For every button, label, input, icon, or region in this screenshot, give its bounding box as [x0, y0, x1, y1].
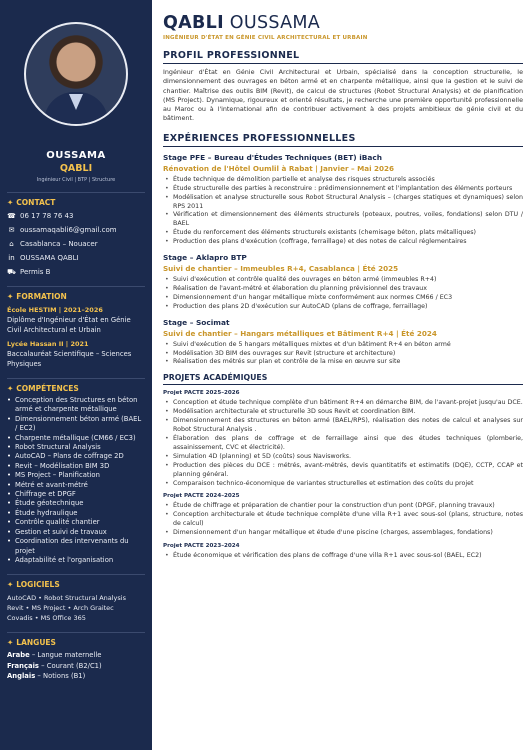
contact-heading: ✦ CONTACT	[7, 192, 145, 207]
sidebar	[0, 0, 152, 750]
linkedin-icon: in	[8, 254, 15, 262]
skill-item: • Charpente métallique (CM66 / EC3)	[7, 433, 136, 442]
job-entry	[163, 153, 523, 247]
job-tasks	[163, 341, 523, 368]
list-item: • Réalisation de l'avant-métré et élaboration du planning prévisionnel des travaux	[163, 285, 523, 294]
list-item: • Vérification et dimensionnement des éléments structurels (poteaux, poutres, voiles, fondations) selon DTU / BAEL	[163, 211, 523, 229]
skill-item: • Adaptabilité et l'organisation	[7, 555, 114, 564]
list-item: • Modélisation 3D BIM des ouvrages sur Revit (structure et architecture)	[163, 350, 523, 359]
list-item: • Suivi d'exécution de 5 hangars métalliques mixtes et d'un bâtiment R+4 en béton armé	[163, 341, 523, 350]
job-entry	[163, 318, 523, 368]
sidebar-surname: QABLI	[59, 163, 93, 174]
contact-location: ⌂ Casablanca – Nouacer	[7, 239, 145, 249]
job-company: Stage – Socimat	[163, 317, 230, 327]
job-subtitle: Suivi de chantier – Immeubles R+4, Casablanca | Été 2025	[163, 264, 399, 274]
diamond-icon: ✦	[7, 292, 14, 301]
project-group-title: Projet PACTE 2025–2026	[163, 390, 240, 397]
contact-email[interactable]: ✉ oussamaqabli6@gmail.com	[8, 226, 117, 234]
skill-item: • Coordination des intervenants du projet	[7, 537, 129, 555]
list-item: • Modélisation et analyse structurelle sous Robot Structural Analysis – (charges statiques et dynamiques) selon RPS 2011	[163, 194, 523, 212]
project-tasks	[163, 399, 523, 488]
skill-item: • Revit – Modélisation BIM 3D	[7, 461, 110, 470]
car-icon: ⛟	[7, 268, 16, 276]
list-item: • Conception et étude technique complète d'un bâtiment R+4 en démarche BIM, de l'avant-projet jusqu'au DCE.	[163, 399, 523, 408]
experience-heading: EXPÉRIENCES PROFESSIONNELLES	[163, 133, 523, 147]
logiciels-line: Revit • MS Project • Arch Graitec	[7, 604, 114, 613]
page-title: QABLI OUSSAMA	[163, 13, 321, 33]
skill-item: • AutoCAD – Plans de coffrage 2D	[7, 452, 124, 461]
sidebar-name: OUSSAMA	[46, 150, 106, 161]
formation-title: Lycée Hassan II | 2021	[7, 340, 89, 348]
skill-item: • Étude géotechnique	[7, 499, 84, 508]
job-tasks	[163, 176, 523, 247]
skill-item: • Conception des Structures en béton armé et charpente métallique	[7, 396, 138, 414]
contact-phone[interactable]: ☎ 06 17 78 76 43	[7, 212, 74, 220]
phone-icon: ☎	[7, 212, 16, 220]
job-company: Stage – Aklapro BTP	[163, 253, 247, 263]
skill-item: • Dimensionnement béton armé (BAEL / EC2)	[7, 414, 142, 433]
list-item: • Dimensionnement d'un hangar métallique mixte conformément aux normes CM66 / EC3	[163, 294, 523, 303]
projects-heading: PROJETS ACADÉMIQUES	[163, 373, 523, 385]
language-item: Arabe – Langue maternelle	[7, 651, 102, 660]
job-entry	[163, 253, 523, 312]
list-item: • Production des plans d'exécution (coffrage, ferraillage) et des notes de calcul réglementaires	[163, 238, 523, 247]
project-tasks	[163, 502, 523, 538]
skill-item: • Gestion et suivi de travaux	[7, 527, 107, 536]
list-item: • Simulation 4D (planning) et 5D (coûts) sous Navisworks.	[163, 453, 523, 462]
job-subtitle: Suivi de chantier – Hangars métalliques et Bâtiment R+4 | Été 2024	[163, 328, 437, 338]
contact-list	[7, 211, 145, 277]
diamond-icon: ✦	[7, 638, 14, 648]
skill-item: • Chiffrage et DPGF	[7, 490, 76, 499]
mail-icon: ✉	[8, 226, 15, 234]
skill-item: • Métré et avant-métré	[7, 480, 88, 489]
list-item: • Étude économique et vérification des plans de coffrage d'une villa R+1 avec sous-sol (BAEL, EC2)	[163, 552, 523, 561]
skill-item: • MS Project – Planification	[7, 471, 100, 480]
formation-body: Baccalauréat Scientifique – Sciences Physiques	[7, 350, 132, 368]
langues-heading: ✦ LANGUES	[7, 632, 145, 647]
job-title: INGÉNIEUR D'ÉTAT EN GÉNIE CIVIL ARCHITECTURAL ET URBAIN	[163, 35, 368, 41]
contact-license: ⛟ Permis B	[7, 268, 51, 276]
langues-list	[7, 650, 145, 682]
diamond-icon: ✦	[7, 384, 14, 393]
competences-heading: ✦ COMPÉTENCES	[7, 378, 145, 393]
list-item: • Dimensionnement d'un hangar métallique et étude d'une piscine (charges, assemblages, fondations)	[163, 529, 523, 538]
diamond-icon: ✦	[7, 198, 14, 207]
formation-heading: ✦ FORMATION	[7, 286, 145, 301]
skill-item: • Étude hydraulique	[7, 508, 78, 517]
list-item: • Comparaison technico-économique de variantes structurelles et estimation des coûts du projet	[163, 480, 523, 489]
logiciels-line: AutoCAD • Robot Structural Analysis	[7, 594, 126, 603]
language-item: Anglais – Notions (B1)	[7, 672, 86, 681]
job-company: Stage PFE – Bureau d'Études Techniques (BET) iBach	[163, 152, 383, 162]
language-item: Français – Courant (B2/C1)	[7, 661, 102, 670]
project-group-title: Projet PACTE 2023–2024	[163, 543, 240, 550]
list-item: • Réalisation des métrés sur plan et contrôle de la mise en œuvre sur site	[163, 358, 523, 367]
list-item: • Production des pièces du DCE : métrés, avant-métrés, devis quantitatifs et estimatifs (DQE), CCTP, CCAP et planning général.	[163, 462, 523, 480]
list-item: • Étude du renforcement des éléments structurels existants (chemisage béton, plats métalliques)	[163, 229, 523, 238]
list-item: • Suivi d'exécution et contrôle qualité des ouvrages en béton armé (immeubles R+4)	[163, 276, 523, 285]
location-icon: ⌂	[9, 240, 14, 248]
profile-photo	[24, 22, 128, 126]
list-item: • Conception architecturale et étude technique complète d'une villa R+1 avec sous-sol (plans, structure, notes de calcul)	[163, 511, 523, 529]
skill-item: • Contrôle qualité chantier	[7, 518, 100, 527]
list-item: • Production des plans 2D d'exécution sur AutoCAD (plans de coffrage, ferraillage)	[163, 303, 523, 312]
logiciels-heading: ✦ LOGICIELS	[7, 574, 145, 589]
formation-body: Diplôme d'Ingénieur d'État en Génie Civil Architectural et Urbain	[7, 316, 131, 334]
list-item: • Modélisation architecturale et structurelle 3D sous Revit et coordination BIM.	[163, 408, 523, 417]
sidebar-tagline: Ingénieur Civil | BTP | Structure	[36, 177, 116, 183]
project-group-title: Projet PACTE 2024–2025	[163, 493, 240, 500]
formation-title: École HESTIM | 2021–2026	[7, 306, 103, 314]
competences-list	[7, 396, 145, 565]
project-tasks	[163, 552, 523, 561]
main-content	[163, 0, 523, 561]
list-item: • Élaboration des plans de coffrage et de ferraillage ainsi que des études techniques (plomberie, assainissement, CVC et électricité).	[163, 435, 523, 453]
skill-item: • Robot Structural Analysis	[7, 443, 101, 452]
profile-heading: PROFIL PROFESSIONNEL	[163, 50, 523, 64]
job-subtitle: Rénovation de l'Hôtel Oumlil à Rabat | Janvier – Mai 2026	[163, 163, 395, 173]
list-item: • Étude technique de démolition partielle et analyse des risques structurels associés	[163, 176, 523, 185]
job-tasks	[163, 276, 523, 312]
profile-text: Ingénieur d'État en Génie Civil Architectural et Urbain, spécialisé dans la conception structurelle, le dimensionnement des ouvrages en béton armé et en charpente métallique, ainsi que la gestion et le suivi de chantier. Maîtrise des outils BIM (Revit), de calcul de structures (Robot Structural Analysis) et de planification (MS Project). Dynamique, rigoureux et orienté résultats, je recherche une première opportunité professionnelle au Maroc ou à l'international afin de contribuer activement à des projets ambitieux de génie civil et du bâtiment.	[163, 68, 523, 123]
logiciels-list	[7, 593, 145, 623]
diamond-icon: ✦	[7, 580, 14, 590]
contact-linkedin[interactable]: in OUSSAMA QABLI	[8, 254, 79, 262]
list-item: • Dimensionnement des structures en béton armé (BAEL/RPS), réalisation des notes de calcul et analyses sur Robot Structural Analysis .	[163, 417, 523, 435]
logiciels-line: Covadis • MS Office 365	[7, 614, 86, 623]
list-item: • Étude structurelle des parties à reconstruire : prédimensionnement et l'implantation des éléments porteurs	[163, 185, 523, 194]
list-item: • Étude de chiffrage et préparation de chantier pour la construction d'un pont (DPGF, planning travaux)	[163, 502, 523, 511]
